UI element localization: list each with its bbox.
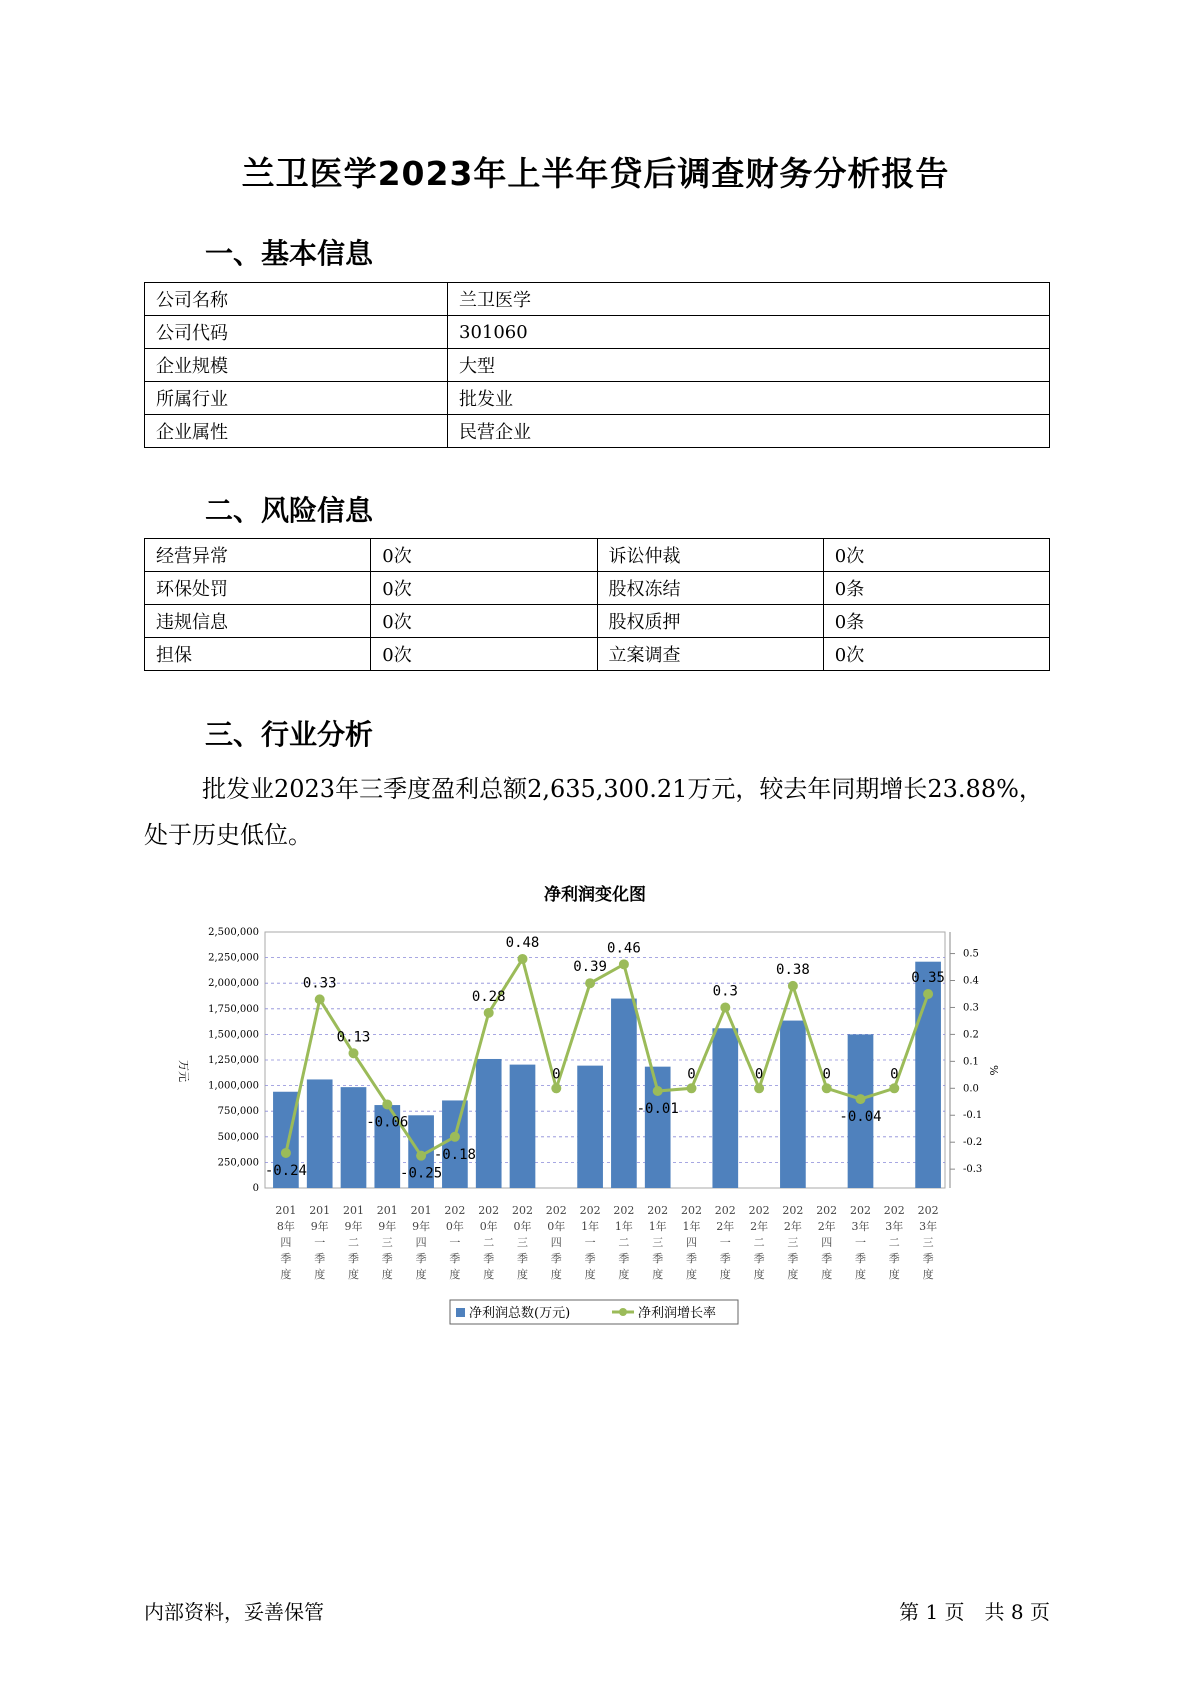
growth-rate-data-label: 0 xyxy=(687,1066,696,1083)
left-axis-tick-label: 500,000 xyxy=(217,1131,259,1143)
legend-label-line: 净利润增长率 xyxy=(638,1306,717,1321)
category-label: 三 xyxy=(517,1236,528,1249)
growth-rate-point xyxy=(281,1148,291,1158)
category-label: 度 xyxy=(550,1268,562,1281)
section-heading-risk-info: 二、风险信息 xyxy=(205,494,374,527)
category-label: 三 xyxy=(787,1236,799,1249)
category-label: 202 xyxy=(545,1204,567,1217)
growth-rate-data-label: 0.38 xyxy=(776,961,810,978)
category-label: 1年 xyxy=(648,1220,667,1233)
category-label: 三 xyxy=(652,1236,664,1249)
table-row xyxy=(145,572,1050,605)
bar-net-profit xyxy=(577,1066,603,1188)
section-heading-basic-info: 一、基本信息 xyxy=(205,237,374,270)
category-label: 2年 xyxy=(750,1220,769,1233)
growth-rate-point xyxy=(889,1083,899,1093)
growth-rate-point xyxy=(416,1151,426,1161)
risk-value: 0条 xyxy=(823,572,1049,605)
table-row xyxy=(145,539,1050,572)
category-label: 度 xyxy=(922,1268,934,1281)
growth-rate-data-label: -0.24 xyxy=(264,1162,307,1179)
category-label: 季 xyxy=(719,1252,731,1265)
category-label: 1年 xyxy=(682,1220,701,1233)
risk-value: 0次 xyxy=(371,605,597,638)
category-label: 季 xyxy=(821,1252,833,1265)
bar-net-profit xyxy=(712,1028,738,1188)
growth-rate-data-label: -0.01 xyxy=(636,1100,679,1117)
table-row xyxy=(145,283,1050,316)
category-label: 9年 xyxy=(310,1220,329,1233)
table-row xyxy=(145,349,1050,382)
category-label: 9年 xyxy=(412,1220,431,1233)
growth-rate-point xyxy=(382,1099,392,1109)
category-label: 季 xyxy=(280,1252,292,1265)
growth-rate-point xyxy=(923,989,933,999)
category-label: 季 xyxy=(686,1252,697,1265)
category-label: 二 xyxy=(483,1236,495,1249)
info-value: 批发业 xyxy=(448,382,1050,415)
legend-label-bar: 净利润总数(万元) xyxy=(469,1306,571,1321)
info-label: 公司名称 xyxy=(145,283,448,316)
category-label: 0年 xyxy=(445,1220,464,1233)
growth-rate-data-label: 0 xyxy=(822,1066,831,1083)
category-label: 度 xyxy=(888,1268,900,1281)
category-label: 季 xyxy=(348,1252,359,1265)
category-label: 度 xyxy=(483,1268,495,1281)
category-label: 一 xyxy=(855,1236,866,1249)
category-label: 二 xyxy=(888,1236,900,1249)
bar-net-profit xyxy=(510,1065,536,1188)
chart-title: 净利润变化图 xyxy=(544,885,646,905)
category-label: 201 xyxy=(275,1204,297,1217)
left-axis-tick-label: 1,500,000 xyxy=(208,1029,259,1041)
right-axis-tick-label: 0.5 xyxy=(963,948,979,960)
growth-rate-data-label: -0.04 xyxy=(839,1109,882,1126)
growth-rate-point xyxy=(687,1083,697,1093)
category-label: 度 xyxy=(618,1268,630,1281)
growth-rate-point xyxy=(450,1132,460,1142)
category-label: 度 xyxy=(686,1268,697,1281)
category-label: 季 xyxy=(483,1252,495,1265)
growth-rate-data-label: 0.35 xyxy=(911,969,945,986)
category-label: 9年 xyxy=(378,1220,397,1233)
risk-value: 0条 xyxy=(823,605,1049,638)
risk-value: 0次 xyxy=(371,539,597,572)
left-axis-tick-label: 1,000,000 xyxy=(208,1080,259,1092)
growth-rate-data-label: 0 xyxy=(552,1066,561,1083)
growth-rate-data-label: 0.39 xyxy=(573,959,607,976)
right-axis-tick-label: 0.1 xyxy=(963,1056,979,1068)
risk-label: 担保 xyxy=(145,638,371,671)
growth-rate-data-label: 0.28 xyxy=(471,988,506,1005)
growth-rate-point xyxy=(720,1002,730,1012)
growth-rate-point xyxy=(822,1083,832,1093)
category-label: 0年 xyxy=(547,1220,566,1233)
category-label: 0年 xyxy=(479,1220,498,1233)
bar-net-profit xyxy=(307,1079,333,1188)
risk-value: 0次 xyxy=(823,539,1049,572)
footer-page-number: 第 1 页 共 8 页 xyxy=(899,1600,1050,1624)
category-label: 度 xyxy=(348,1268,359,1281)
category-label: 202 xyxy=(579,1204,601,1217)
category-label: 1年 xyxy=(581,1220,600,1233)
info-label: 所属行业 xyxy=(145,382,448,415)
category-label: 四 xyxy=(550,1236,562,1249)
category-label: 度 xyxy=(719,1268,731,1281)
category-label: 202 xyxy=(883,1204,905,1217)
category-label: 201 xyxy=(309,1204,331,1217)
category-label: 四 xyxy=(821,1236,833,1249)
category-label: 季 xyxy=(517,1252,528,1265)
growth-rate-data-label: 0.13 xyxy=(336,1029,371,1046)
category-label: 二 xyxy=(753,1236,765,1249)
risk-label: 股权质押 xyxy=(597,605,823,638)
category-label: 季 xyxy=(584,1252,596,1265)
category-label: 度 xyxy=(280,1268,292,1281)
category-label: 度 xyxy=(517,1268,528,1281)
category-label: 季 xyxy=(449,1252,461,1265)
info-value: 民营企业 xyxy=(448,415,1050,448)
category-label: 201 xyxy=(343,1204,364,1217)
category-label: 202 xyxy=(478,1204,500,1217)
category-label: 度 xyxy=(855,1268,866,1281)
risk-label: 诉讼仲裁 xyxy=(597,539,823,572)
info-label: 公司代码 xyxy=(145,316,448,349)
left-axis-title: 万元 xyxy=(177,1060,190,1082)
growth-rate-point xyxy=(856,1094,866,1104)
category-label: 季 xyxy=(618,1252,630,1265)
bar-net-profit xyxy=(611,999,637,1188)
category-label: 2年 xyxy=(817,1220,836,1233)
category-label: 2年 xyxy=(716,1220,735,1233)
right-axis-tick-label: 0.2 xyxy=(963,1029,979,1041)
left-axis-tick-label: 2,250,000 xyxy=(208,952,259,964)
category-label: 202 xyxy=(647,1204,669,1217)
left-axis-tick-label: 2,500,000 xyxy=(208,927,259,938)
risk-label: 经营异常 xyxy=(145,539,371,572)
category-label: 一 xyxy=(314,1236,326,1249)
category-label: 3年 xyxy=(851,1220,870,1233)
right-axis-tick-label: -0.3 xyxy=(963,1164,983,1176)
right-axis-tick-label: 0.4 xyxy=(963,975,979,987)
category-label: 202 xyxy=(444,1204,466,1217)
category-label: 201 xyxy=(410,1204,432,1217)
category-label: 202 xyxy=(512,1204,533,1217)
category-label: 2年 xyxy=(783,1220,802,1233)
risk-value: 0次 xyxy=(371,572,597,605)
category-label: 度 xyxy=(449,1268,461,1281)
table-row xyxy=(145,415,1050,448)
category-label: 度 xyxy=(787,1268,799,1281)
category-label: 度 xyxy=(584,1268,596,1281)
section-heading-industry-analysis: 三、行业分析 xyxy=(205,718,374,751)
growth-rate-data-label: -0.25 xyxy=(400,1165,443,1182)
category-label: 季 xyxy=(550,1252,562,1265)
growth-rate-point xyxy=(653,1086,663,1096)
right-axis-title: % xyxy=(987,1065,1000,1076)
category-label: 二 xyxy=(348,1236,359,1249)
table-row xyxy=(145,605,1050,638)
category-label: 季 xyxy=(855,1252,866,1265)
growth-rate-point xyxy=(754,1083,764,1093)
risk-label: 股权冻结 xyxy=(597,572,823,605)
category-label: 季 xyxy=(652,1252,664,1265)
category-label: 一 xyxy=(449,1236,461,1249)
growth-rate-point xyxy=(484,1008,494,1018)
info-value: 大型 xyxy=(448,349,1050,382)
left-axis-tick-label: 0 xyxy=(252,1183,259,1194)
info-value: 301060 xyxy=(448,316,1050,349)
category-label: 202 xyxy=(782,1204,804,1217)
footer-confidential: 内部资料，妥善保管 xyxy=(144,1600,324,1624)
category-label: 季 xyxy=(787,1252,799,1265)
growth-rate-point xyxy=(788,981,798,991)
category-label: 季 xyxy=(922,1252,934,1265)
category-label: 1年 xyxy=(614,1220,633,1233)
industry-analysis-paragraph: 批发业2023年三季度盈利总额2,635,300.21万元，较去年同期增长23.88%，处于历史低位。 xyxy=(144,775,1043,849)
info-value: 兰卫医学 xyxy=(448,283,1050,316)
table-row xyxy=(145,382,1050,415)
category-label: 四 xyxy=(280,1236,292,1249)
right-axis-tick-label: 0.0 xyxy=(963,1083,979,1095)
growth-rate-point xyxy=(315,994,325,1004)
category-label: 202 xyxy=(681,1204,702,1217)
category-label: 季 xyxy=(415,1252,427,1265)
growth-rate-data-label: 0.46 xyxy=(607,940,641,957)
risk-value: 0次 xyxy=(371,638,597,671)
risk-info-table xyxy=(144,538,1050,671)
category-label: 201 xyxy=(376,1204,398,1217)
right-axis-tick-label: -0.1 xyxy=(963,1110,983,1122)
bar-net-profit xyxy=(341,1087,367,1188)
growth-rate-data-label: 0.33 xyxy=(302,975,337,992)
category-label: 202 xyxy=(748,1204,770,1217)
category-label: 度 xyxy=(381,1268,393,1281)
left-axis-tick-label: 1,250,000 xyxy=(208,1055,259,1066)
category-label: 四 xyxy=(415,1236,427,1249)
category-label: 202 xyxy=(714,1204,736,1217)
category-label: 三 xyxy=(922,1236,934,1249)
right-axis-tick-label: -0.2 xyxy=(963,1137,983,1149)
category-label: 二 xyxy=(618,1236,630,1249)
category-label: 3年 xyxy=(919,1220,938,1233)
category-label: 9年 xyxy=(344,1220,363,1233)
left-axis-tick-label: 1,750,000 xyxy=(208,1003,259,1015)
category-label: 度 xyxy=(753,1268,765,1281)
growth-rate-point xyxy=(619,959,629,969)
category-label: 一 xyxy=(584,1236,596,1249)
growth-rate-data-label: 0.3 xyxy=(712,983,738,1000)
left-axis-tick-label: 250,000 xyxy=(217,1157,259,1169)
table-row xyxy=(145,638,1050,671)
document-title: 兰卫医学2023年上半年贷后调查财务分析报告 xyxy=(241,154,950,193)
basic-info-table xyxy=(144,282,1050,448)
left-axis-tick-label: 750,000 xyxy=(217,1106,259,1118)
category-label: 季 xyxy=(753,1252,765,1265)
risk-label: 环保处罚 xyxy=(145,572,371,605)
growth-rate-point xyxy=(518,954,528,964)
category-label: 3年 xyxy=(885,1220,904,1233)
growth-rate-data-label: -0.06 xyxy=(366,1114,409,1131)
legend-swatch-bar xyxy=(456,1308,465,1317)
category-label: 202 xyxy=(917,1204,939,1217)
growth-rate-point xyxy=(349,1048,359,1058)
category-label: 一 xyxy=(719,1236,731,1249)
category-label: 度 xyxy=(314,1268,326,1281)
table-row xyxy=(145,316,1050,349)
right-axis-tick-label: 0.3 xyxy=(963,1002,979,1014)
category-label: 季 xyxy=(314,1252,326,1265)
category-label: 8年 xyxy=(276,1220,295,1233)
bar-net-profit xyxy=(645,1067,671,1188)
bar-net-profit xyxy=(780,1021,806,1188)
category-label: 四 xyxy=(686,1236,697,1249)
bar-net-profit xyxy=(476,1059,502,1188)
category-label: 202 xyxy=(816,1204,838,1217)
risk-label: 违规信息 xyxy=(145,605,371,638)
growth-rate-data-label: 0.48 xyxy=(505,934,540,951)
category-label: 三 xyxy=(381,1236,393,1249)
category-label: 度 xyxy=(652,1268,664,1281)
legend-swatch-marker xyxy=(619,1308,627,1316)
category-label: 度 xyxy=(821,1268,833,1281)
info-label: 企业属性 xyxy=(145,415,448,448)
category-label: 0年 xyxy=(513,1220,532,1233)
growth-rate-point xyxy=(585,978,595,988)
category-label: 202 xyxy=(613,1204,635,1217)
info-label: 企业规模 xyxy=(145,349,448,382)
growth-rate-point xyxy=(551,1083,561,1093)
left-axis-tick-label: 2,000,000 xyxy=(208,978,259,990)
growth-rate-data-label: 0 xyxy=(890,1066,899,1083)
net-profit-chart xyxy=(170,880,1020,1340)
bar-net-profit xyxy=(442,1100,468,1188)
category-label: 202 xyxy=(850,1204,871,1217)
risk-value: 0次 xyxy=(823,638,1049,671)
growth-rate-data-label: -0.18 xyxy=(433,1146,476,1163)
growth-rate-data-label: 0 xyxy=(754,1066,764,1083)
category-label: 季 xyxy=(888,1252,900,1265)
category-label: 季 xyxy=(381,1252,393,1265)
risk-label: 立案调查 xyxy=(597,638,823,671)
category-label: 度 xyxy=(415,1268,427,1281)
